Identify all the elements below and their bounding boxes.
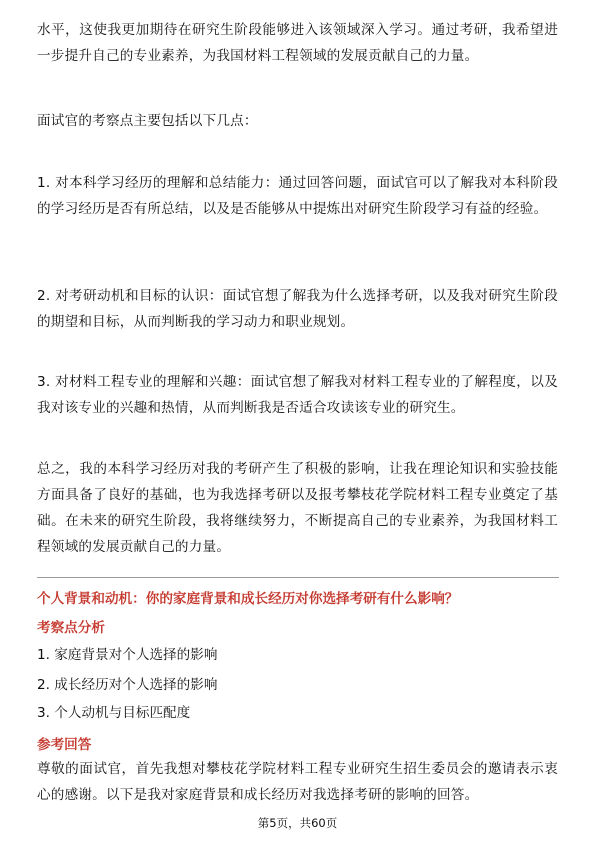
analysis-item: 1. 家庭背景对个人选择的影响 [37, 647, 218, 663]
answer-paragraph: 尊敬的面试官，首先我想对攀枝花学院材料工程专业研究生招生委员会的邀请表示衷心的感谢。以下是我对家庭背景和成长经历对我选择考研的影响的回答。 [37, 761, 558, 803]
answer-heading: 参考回答 [37, 737, 92, 753]
section-divider [37, 577, 559, 578]
paragraph-point-2: 2. 对考研动机和目标的认识：面试官想了解我为什么选择考研，以及我对研究生阶段的期望和目标，从而判断我的学习动力和职业规划。 [37, 288, 558, 330]
paragraph-exam-points-intro: 面试官的考察点主要包括以下几点： [37, 113, 258, 129]
analysis-heading: 考察点分析 [37, 620, 105, 636]
paragraph-summary: 总之，我的本科学习经历对我的考研产生了积极的影响，让我在理论知识和实验技能方面具备了良好的基础，也为我选择考研以及报考攀枝花学院材料工程专业奠定了基础。在未来的研究生阶段，我将继续努力，不断提高自己的专业素养，为我国材料工程领域的发展贡献自己的力量。 [37, 461, 558, 555]
question-title: 个人背景和动机：你的家庭背景和成长经历对你选择考研有什么影响？ [37, 591, 459, 607]
page-number: 第5页，共60页 [257, 816, 338, 830]
paragraph-point-3: 3. 对材料工程专业的理解和兴趣：面试官想了解我对材料工程专业的了解程度，以及我对该专业的兴趣和热情，从而判断我是否适合攻读该专业的研究生。 [37, 374, 558, 416]
analysis-item: 3. 个人动机与目标匹配度 [37, 705, 191, 721]
paragraph-point-1: 1. 对本科学习经历的理解和总结能力：通过回答问题，面试官可以了解我对本科阶段的学习经历是否有所总结，以及是否能够从中提炼出对研究生阶段学习有益的经验。 [37, 175, 558, 217]
analysis-item: 2. 成长经历对个人选择的影响 [37, 677, 218, 693]
paragraph-intro-continued: 水平，这使我更加期待在研究生阶段能够进入该领域深入学习。通过考研，我希望进一步提升自己的专业素养，为我国材料工程领域的发展贡献自己的力量。 [37, 22, 558, 64]
